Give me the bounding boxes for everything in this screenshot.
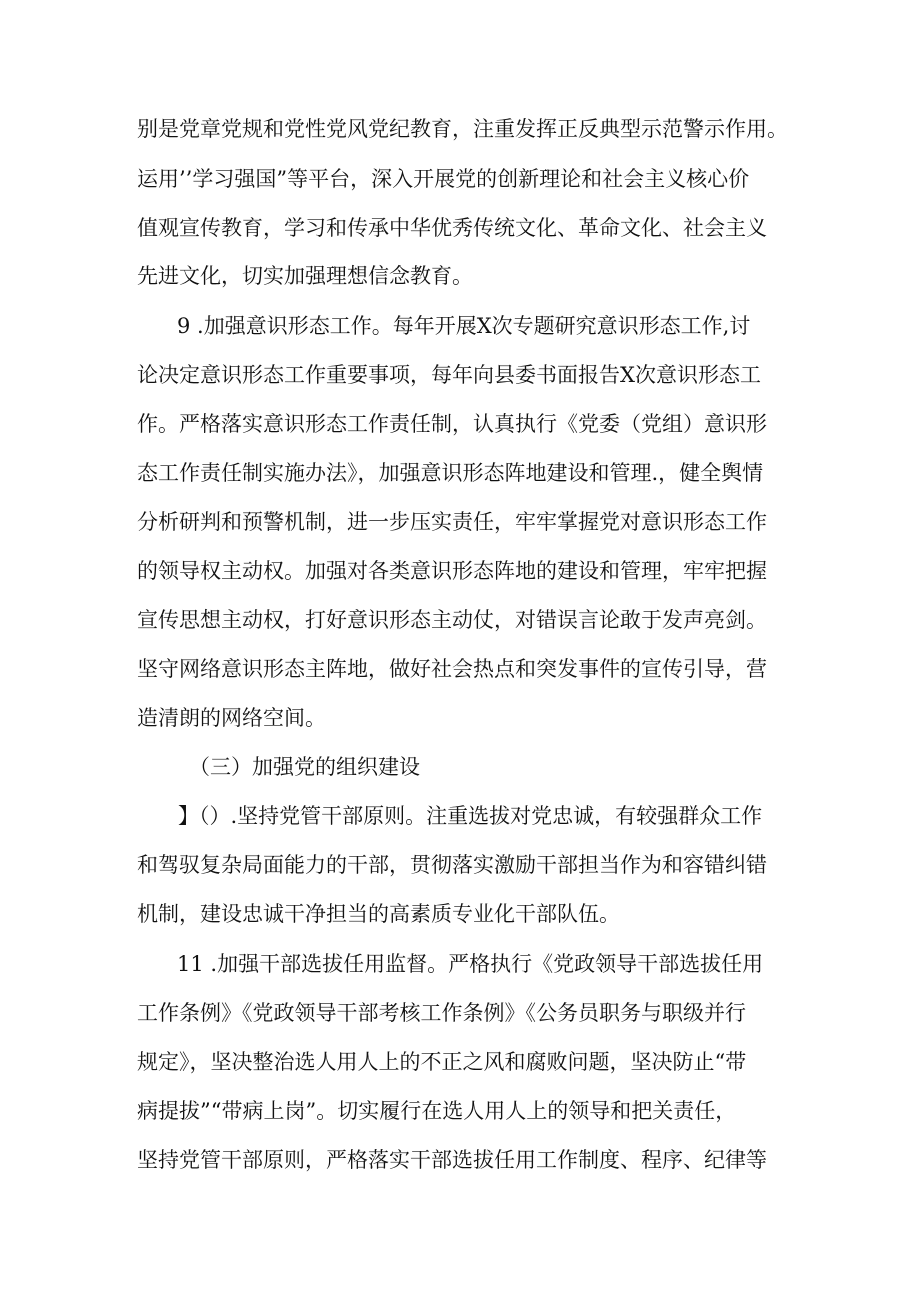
body-text-line: 坚持党管干部原则，严格落实干部选拔任用工作制度、程序、纪律等 [137, 1148, 767, 1172]
body-text-line: 规定》，坚决整治选人用人上的不正之风和腐败问题，坚决防止“带 [137, 1050, 747, 1074]
body-text-line: 态工作责任制实施办法》，加强意识形态阵地建设和管理.，健全舆情 [137, 461, 764, 485]
body-text-line: 和驾驭复杂局面能力的干部，贯彻落实激励干部担当作为和容错纠错 [137, 853, 767, 877]
body-text-line: 先进文化，切实加强理想信念教育。 [137, 264, 473, 288]
body-text-line: 运用’’学习强国”等平台，深入开展党的创新理论和社会主义核心价 [137, 167, 750, 191]
body-text-line: 别是党章党规和党性党风党纪教育，注重发挥正反典型示范警示作用。 [137, 117, 788, 141]
body-text-line: 值观宣传教育，学习和传承中华优秀传统文化、革命文化、社会主义 [137, 216, 767, 240]
body-text-line: 工作条例》《党政领导干部考核工作条例》《公务员职务与职级并行 [137, 1001, 746, 1025]
body-text-line: 机制，建设忠诚干净担当的高素质专业化干部队伍。 [137, 902, 620, 926]
body-text-line: 宣传思想主动权，打好意识形态主动仗，对错误言论敢于发声亮剑。 [137, 608, 767, 632]
section-10-heading-line: 】（）.坚持党管干部原则。注重选拔对党忠诚，有较强群众工作 [178, 804, 763, 828]
body-text-line: 作。严格落实意识形态工作责任制，认真执行《党委（党组）意识形 [137, 412, 767, 436]
body-text-line: 病提拔”“带病上岗”。切实履行在选人用人上的领导和把关责任， [137, 1099, 737, 1123]
section-9-heading-line: 9 .加强意识形态工作。每年开展X次专题研究意识形态工作,讨 [177, 314, 751, 338]
body-text-line: 论决定意识形态工作重要事项，每年向县委书面报告X次意识形态工 [137, 363, 761, 387]
body-text-line: 的领导权主动权。加强对各类意识形态阵地的建设和管理，牢牢把握 [137, 559, 767, 583]
body-text-line: 造清朗的网络空间。 [137, 706, 326, 730]
section-subheading: （三）加强党的组织建设 [189, 755, 420, 779]
section-11-heading-line: 11 .加强干部选拔任用监督。严格执行《党政领导干部选拔任用 [177, 952, 764, 976]
body-text-line: 坚守网络意识形态主阵地，做好社会热点和突发事件的宣传引导，营 [137, 657, 767, 681]
body-text-line: 分析研判和预警机制，进一步压实责任，牢牢掌握党对意识形态工作 [137, 510, 767, 534]
